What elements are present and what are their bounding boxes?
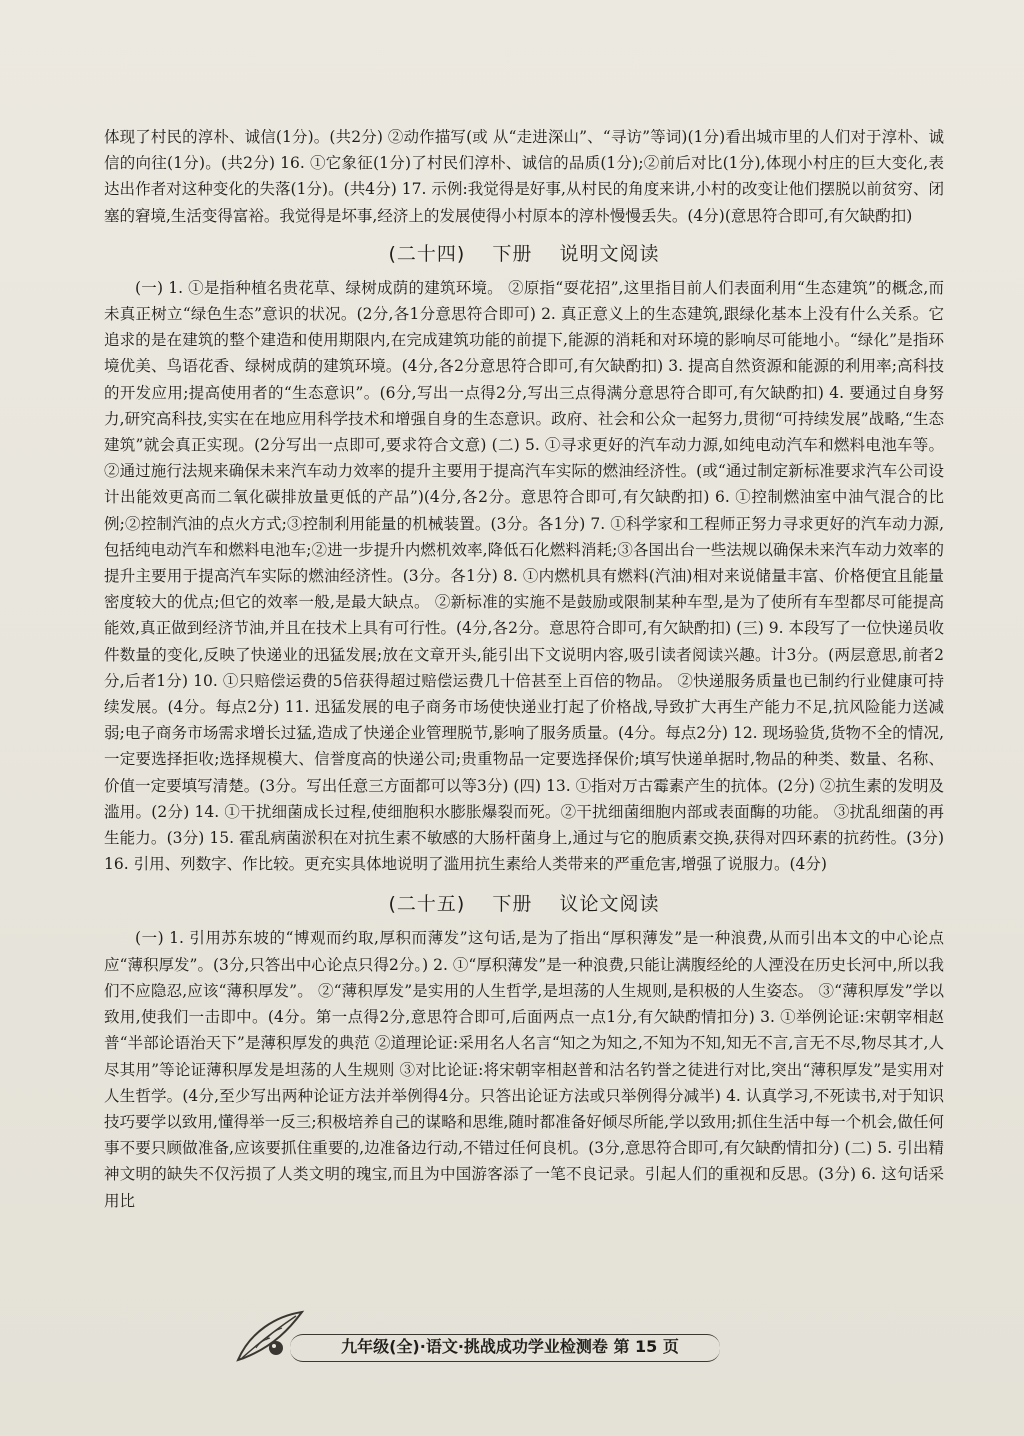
section-24-title (104, 241, 944, 267)
answer-content (104, 124, 944, 1214)
top-paragraph: 体现了村民的淳朴、诚信(1分)。(共2分) ②动作描写(或 从“走进深山”、“寻访”等词)(1分)看出城市里的人们对于淳朴、诚信的向往(1分)。(共2分) 16. ①它象征(1分)了村民们淳朴、诚信的品质(1分);②前后对比(1分),体现小村庄的巨大变化,表达出作者对这种变化的失落(1分)。(共4分) 17. 示例:我觉得是好事,从村民的角度来讲,小村的改变让他们摆脱以前贫穷、闭塞的窘境,生活变得富裕。我觉得是坏事,经济上的发展使得小村原本的淳朴慢慢丢失。(4分)(意思符合即可,有欠缺酌扣) (104, 128, 944, 225)
section-25-name: 议论文阅读 (559, 893, 660, 916)
section-24-name: 说明文阅读 (559, 242, 660, 265)
section-25-title (104, 891, 944, 917)
section-25-volume: 下册 (492, 893, 533, 916)
page-footer (230, 1302, 750, 1368)
section-25-number: (二十五) (388, 893, 466, 916)
section-24-body: (一) 1. ①是指种植名贵花草、绿树成荫的建筑环境。 ②原指“耍花招”,这里指目前人们表面利用“生态建筑”的概念,而未真正树立“绿色生态”意识的状况。(2分,各1分意思符合即可) 2. 真正意义上的生态建筑,跟绿化基本上没有什么关系。它追求的是在建筑的整个建造和使用期限内,在完成建筑功能的前提下,能源的消耗和对环境的影响尽可能地小。“绿化”是指环境优美、鸟语花香、绿树成荫的建筑环境。(4分,各2分意思符合即可,有欠缺酌扣) 3. 提高自然资源和能源的利用率;高科技的开发应用;提高使用者的“生态意识”。(6分,写出一点得2分,写出三点得满分意思符合即可,有欠缺酌扣) 4. 要通过自身努力,研究高科技,实实在在地应用科学技术和增强自身的生态意识。政府、社会和公众一起努力,贯彻“可持续发展”战略,“生态建筑”就会真正实现。(2分写出一点即可,要求符合文意) (二) 5. ①寻求更好的汽车动力源,如纯电动汽车和燃料电池车等。 ②通过施行法规来确保未来汽车动力效率的提升主要用于提高汽车实际的燃油经济性。(或“通过制定新标准要求汽车公司设计出能效更高而二氧化碳排放量更低的产品”)(4分,各2分。意思符合即可,有欠缺酌扣) 6. ①控制燃油室中油气混合的比例;②控制汽油的点火方式;③控制利用能量的机械装置。(3分。各1分) 7. ①科学家和工程师正努力寻求更好的汽车动力源,包括纯电动汽车和燃料电池车;②进一步提升内燃机效率,降低石化燃料消耗;③各国出台一些法规以确保未来汽车动力效率的提升主要用于提高汽车实际的燃油经济性。(3分。各1分) 8. ①内燃机具有燃料(汽油)相对来说储量丰富、价格便宜且能量密度较大的优点;但它的效率一般,是最大缺点。 ②新标准的实施不是鼓励或限制某种车型,是为了使所有车型都尽可能提高能效,真正做到经济节油,并且在技术上具有可行性。(4分,各2分。意思符合即可,有欠缺酌扣) (三) 9. 本段写了一位快递员收件数量的变化,反映了快递业的迅猛发展;放在文章开头,能引出下文说明内容,吸引读者阅读兴趣。计3分。(两层意思,前者2分,后者1分) 10. ①只赔偿运费的5倍获得超过赔偿运费几十倍甚至上百倍的物品。 ②快递服务质量也已制约行业健康可持续发展。(4分。每点2分) 11. 迅猛发展的电子商务市场使快递业打起了价格战,导致扩大再生产能力不足,抗风险能力送减弱;电子商务市场需求增长过猛,造成了快递企业管理脱节,影响了服务质量。(4分。每点2分) 12. 现场验货,货物不全的情况,一定要选择拒收;选择规模大、信誉度高的快递公司;贵重物品一定要选择保价;填写快递单据时,物品的种类、数量、名称、价值一定要填写清楚。(3分。写出任意三方面都可以等3分) (四) 13. ①指对万古霉素产生的抗体。(2分) ②抗生素的发明及滥用。(2分) 14. ①干扰细菌成长过程,使细胞积水膨胀爆裂而死。②干扰细菌细胞内部或表面酶的功能。 ③扰乱细菌的再生能力。(3分) 15. 霍乱病菌淤积在对抗生素不敏感的大肠杆菌身上,通过与它的胞质素交换,获得对四环素的抗药性。(3分) 16. 引用、列数字、作比较。更充实具体地说明了滥用抗生素给人类带来的严重危害,增强了说服力。(4分) (104, 278, 944, 874)
section-25-body: (一) 1. 引用苏东坡的“博观而约取,厚积而薄发”这句话,是为了指出“厚积薄发”是一种浪费,从而引出本文的中心论点应“薄积厚发”。(3分,只答出中心论点只得2分。) 2. ①“厚积薄发”是一种浪费,只能让满腹经纶的人湮没在历史长河中,所以我们不应隐忍,应该“薄积厚发”。 ②“薄积厚发”是实用的人生哲学,是坦荡的人生规则,是积极的人生姿态。 ③“薄积厚发”学以致用,使我们一击即中。(4分。第一点得2分,意思符合即可,后面两点一点1分,有欠缺酌情扣分) 3. ①举例论证:宋朝宰相赵普“半部论语治天下”是薄积厚发的典范 ②道理论证:采用名人名言“知之为知之,不知为不知,知无不言,言无不尽,物尽其才,人尽其用”等论证薄积厚发是坦荡的人生规则 ③对比论证:将宋朝宰相赵普和沽名钓誉之徒进行对比,突出“薄积厚发”是实用对人生哲学。(4分,至少写出两种论证方法并举例得4分。只答出论证方法或只举例得分减半) 4. 认真学习,不死读书,对于知识技巧要学以致用,懂得举一反三;积极培养自己的谋略和思维,随时都准备好倾尽所能,学以致用;抓住生活中每一个机会,做任何事不要只顾做准备,应该要抓住重要的,边准备边行动,不错过任何良机。(3分,意思符合即可,有欠缺酌情扣分) (二) 5. 引出精神文明的缺失不仅污损了人类文明的瑰宝,而且为中国游客添了一笔不良记录。引起人们的重视和反思。(3分) 6. 这句话采用比 (104, 929, 944, 1210)
section-24-number: (二十四) (388, 242, 466, 265)
section-24-volume: 下册 (492, 242, 533, 265)
footer-text: 九年级(全)·语文·挑战成功学业检测卷 第 15 页 (341, 1337, 679, 1356)
